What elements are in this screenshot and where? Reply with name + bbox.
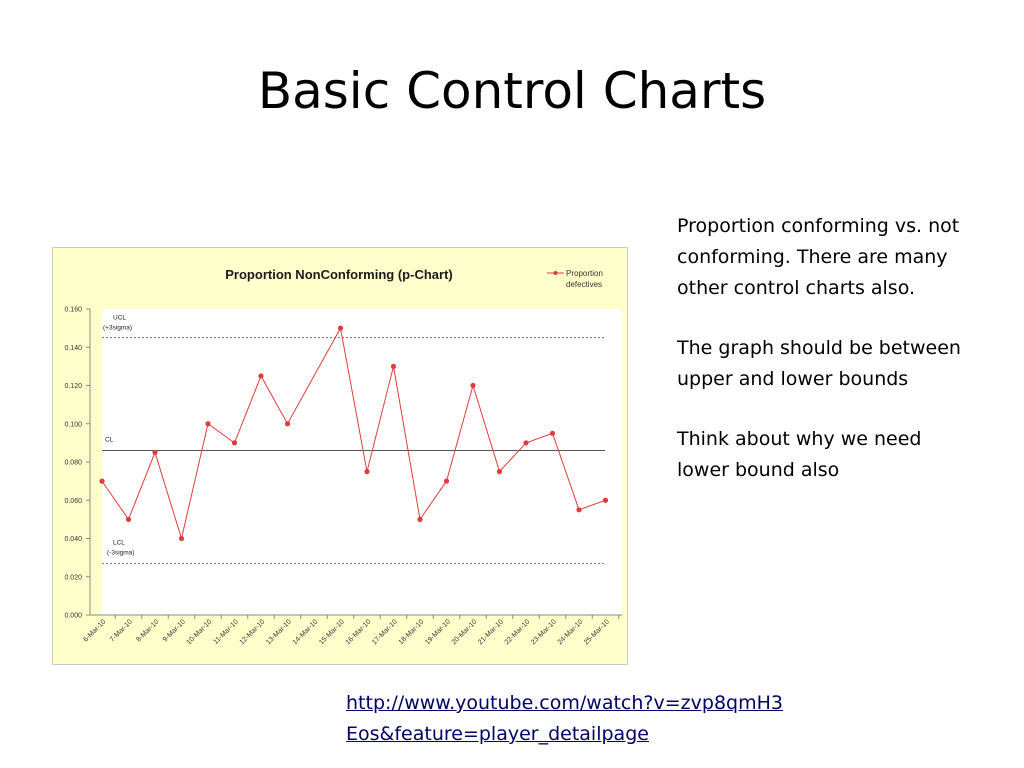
data-point bbox=[364, 469, 369, 474]
x-tick-label: 10-Mar-10 bbox=[185, 618, 214, 647]
ucl-sigma-label: (+3sigma) bbox=[103, 324, 133, 332]
x-tick-label: 20-Mar-10 bbox=[450, 618, 479, 647]
data-point bbox=[417, 517, 422, 522]
data-point bbox=[205, 421, 210, 426]
y-tick-label: 0.060 bbox=[64, 497, 82, 505]
data-point bbox=[523, 440, 528, 445]
data-point bbox=[444, 479, 449, 484]
x-tick-label: 24-Mar-10 bbox=[556, 618, 585, 647]
x-tick-label: 9-Mar-10 bbox=[161, 618, 187, 644]
data-point bbox=[152, 450, 157, 455]
x-tick-label: 19-Mar-10 bbox=[424, 618, 452, 647]
p-chart-svg bbox=[53, 248, 629, 666]
chart-legend bbox=[547, 269, 603, 289]
youtube-link[interactable]: http://www.youtube.com/watch?v=zvp8qmH3 Eos&feature=player_detailpage bbox=[346, 692, 783, 745]
chart-title: Proportion NonConforming (p-Chart) bbox=[225, 267, 453, 282]
legend-marker bbox=[554, 271, 558, 275]
legend-label-line-1: Proportion bbox=[566, 269, 603, 278]
lcl-label: LCL bbox=[113, 539, 125, 547]
note-bounds: The graph should be between upper and lower bounds bbox=[677, 337, 961, 390]
slide-title: Basic Control Charts bbox=[257, 62, 767, 120]
ucl-label: UCL bbox=[113, 314, 127, 322]
data-point bbox=[338, 326, 343, 331]
x-tick-label: 14-Mar-10 bbox=[291, 618, 320, 647]
x-tick-label: 16-Mar-10 bbox=[344, 618, 373, 647]
note-lower-bound: Think about why we need lower bound also bbox=[677, 428, 922, 481]
x-tick-label: 17-Mar-10 bbox=[371, 618, 399, 647]
cl-label: CL bbox=[105, 436, 114, 444]
data-point bbox=[550, 431, 555, 436]
x-tick-label: 12-Mar-10 bbox=[238, 618, 267, 647]
x-tick-label: 23-Mar-10 bbox=[530, 618, 558, 647]
x-tick-label: 21-Mar-10 bbox=[477, 618, 505, 647]
data-point bbox=[497, 469, 502, 474]
x-tick-label: 18-Mar-10 bbox=[397, 618, 426, 647]
x-tick-label: 11-Mar-10 bbox=[212, 618, 240, 646]
x-tick-label: 6-Mar-10 bbox=[82, 618, 108, 644]
y-tick-label: 0.020 bbox=[64, 574, 82, 582]
x-tick-label: 25-Mar-10 bbox=[583, 618, 611, 647]
x-tick-label: 15-Mar-10 bbox=[318, 618, 346, 647]
data-point bbox=[285, 421, 290, 426]
x-tick-label: 8-Mar-10 bbox=[135, 618, 161, 644]
data-point bbox=[126, 517, 131, 522]
y-tick-label: 0.140 bbox=[64, 344, 82, 352]
x-tick-label: 13-Mar-10 bbox=[265, 618, 293, 647]
legend-label-line-2: defectives bbox=[566, 280, 603, 289]
data-point bbox=[179, 536, 184, 541]
p-chart bbox=[52, 247, 628, 665]
x-tick-label: 7-Mar-10 bbox=[108, 618, 134, 644]
y-tick-label: 0.080 bbox=[64, 459, 82, 467]
note-proportion: Proportion conforming vs. not conforming. There are many other control charts also. bbox=[677, 215, 960, 299]
y-tick-label: 0.040 bbox=[64, 536, 82, 543]
data-point bbox=[391, 364, 396, 369]
plot-area bbox=[102, 309, 622, 615]
y-tick-label: 0.000 bbox=[64, 612, 82, 620]
y-tick-label: 0.100 bbox=[64, 421, 82, 429]
lcl-sigma-label: (-3sigma) bbox=[107, 549, 135, 557]
y-tick-label: 0.160 bbox=[64, 306, 82, 314]
data-point bbox=[99, 479, 104, 484]
data-point bbox=[470, 383, 475, 388]
data-point bbox=[603, 498, 608, 503]
data-point bbox=[258, 373, 263, 378]
data-point bbox=[576, 507, 581, 512]
y-tick-label: 0.120 bbox=[64, 383, 82, 390]
data-point bbox=[232, 440, 237, 445]
side-notes bbox=[677, 211, 977, 515]
x-tick-label: 22-Mar-10 bbox=[503, 618, 532, 647]
